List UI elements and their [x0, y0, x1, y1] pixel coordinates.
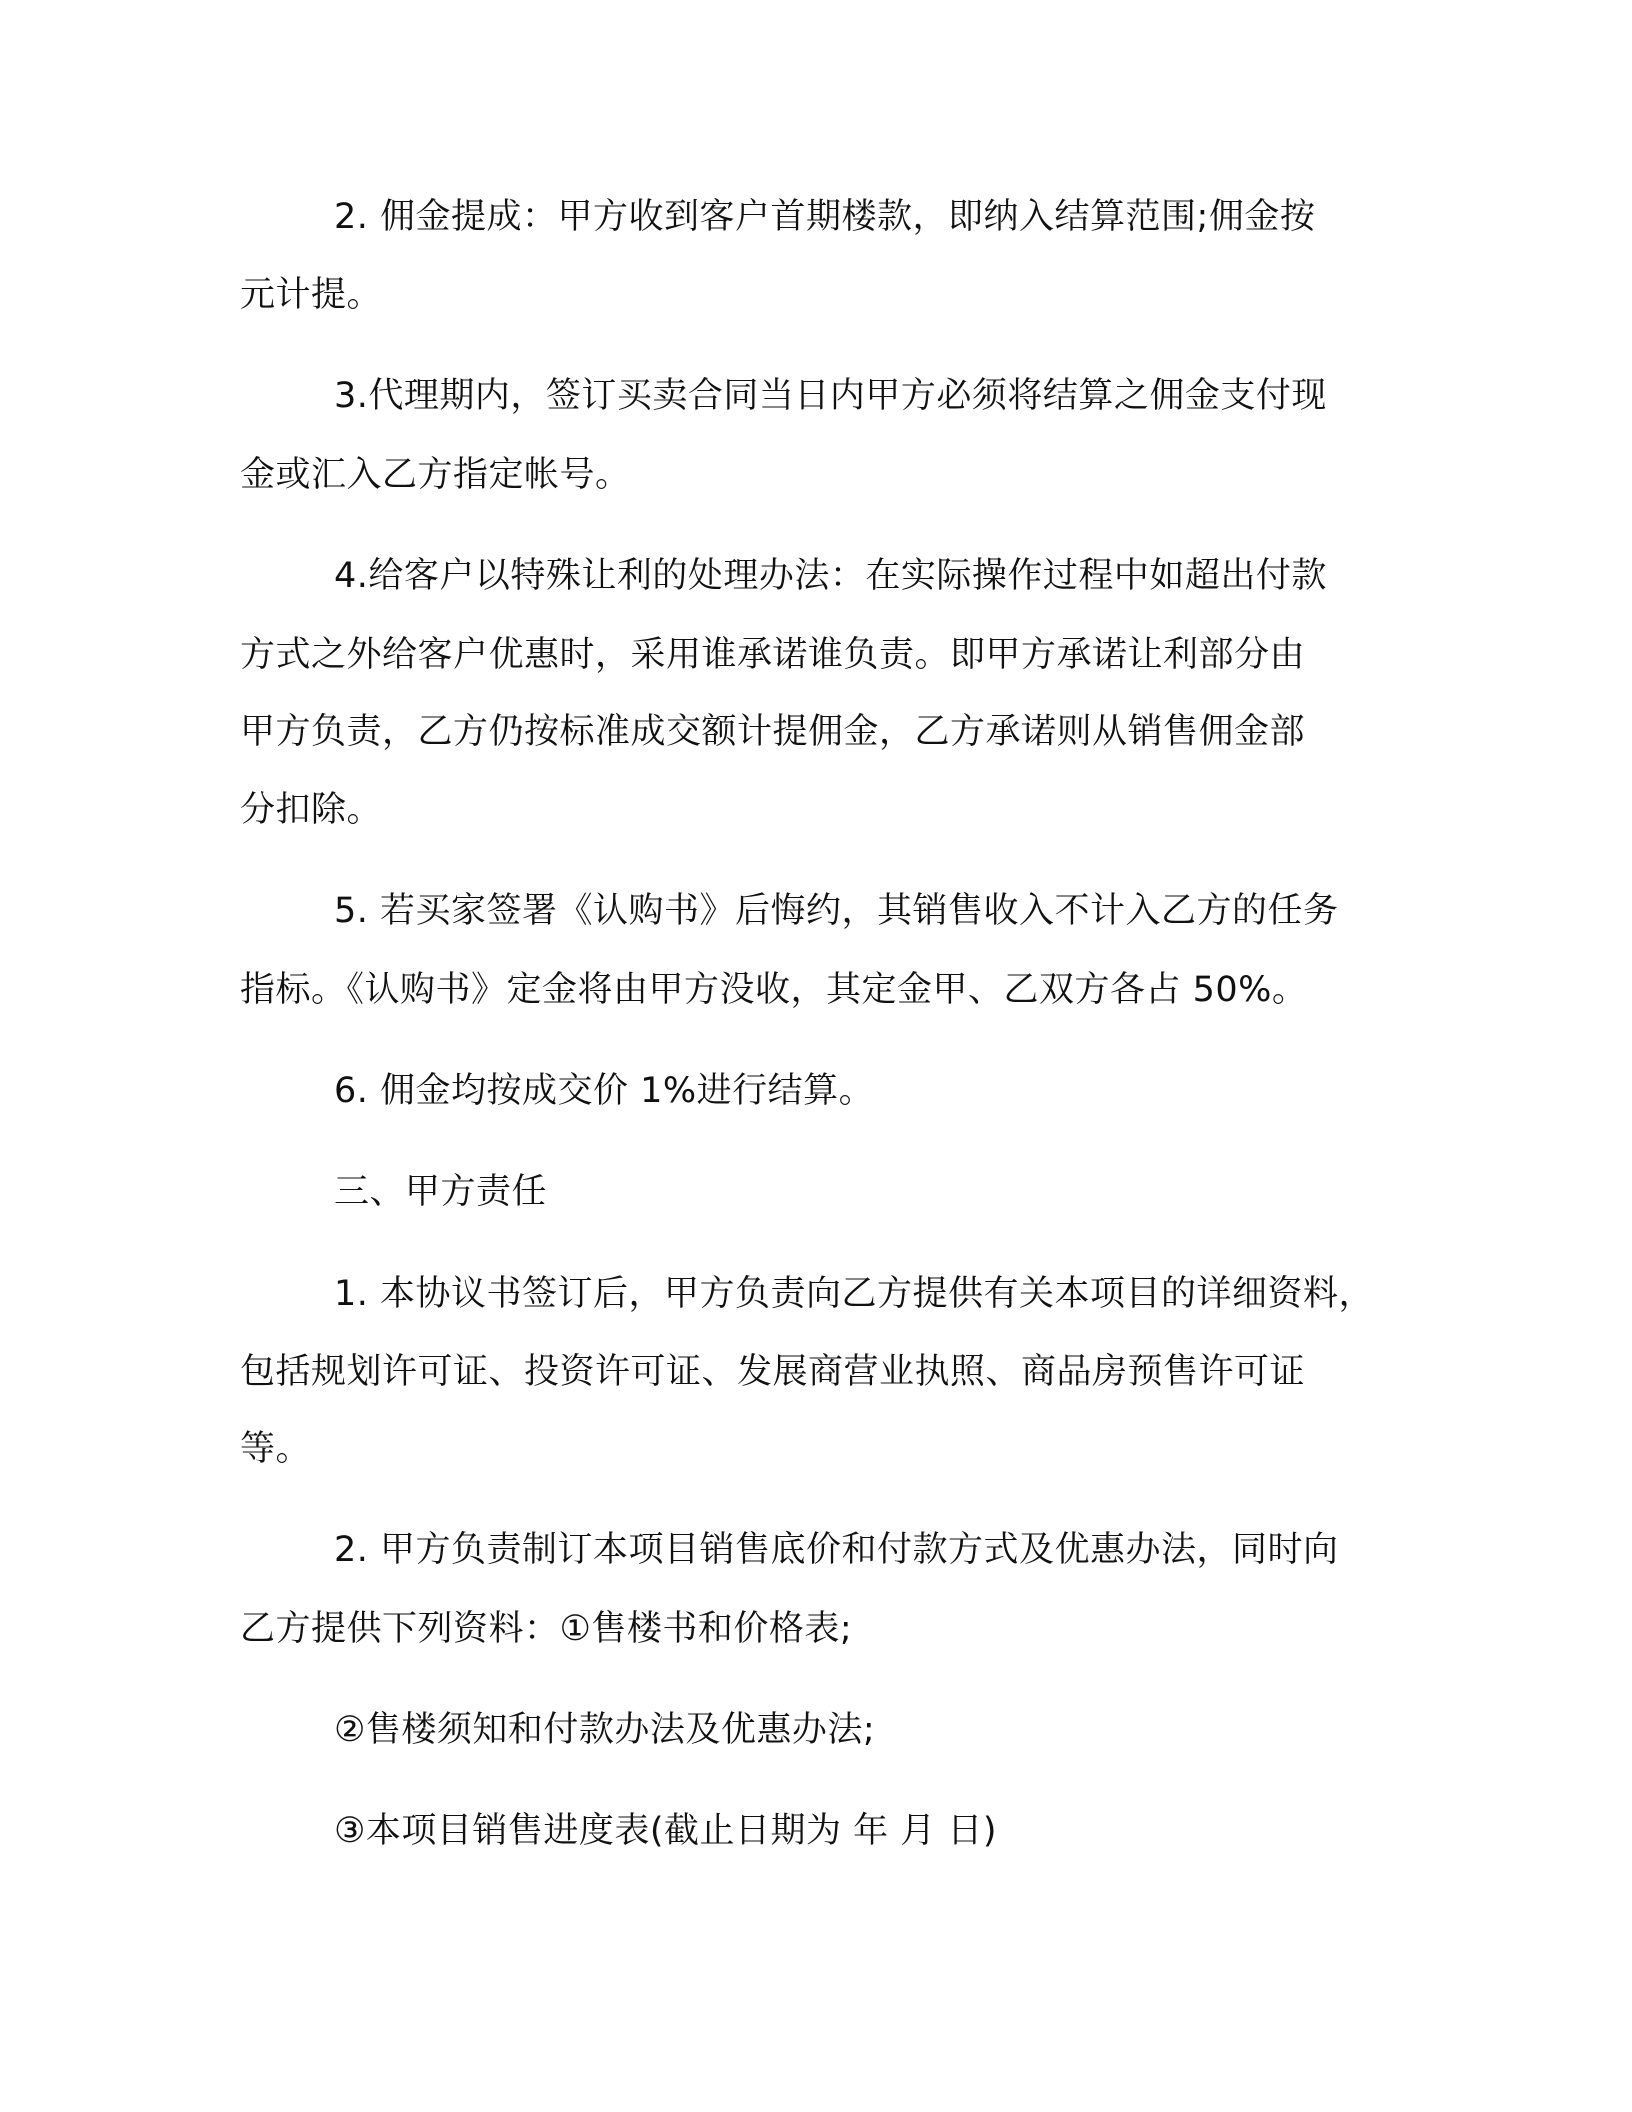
paragraph-6-line-1: 6. 佣金均按成交价 1%进行结算。 — [334, 1071, 875, 1111]
paragraph-2-line-1: 2. 佣金提成：甲方收到客户首期楼款，即纳入结算范围;佣金按 — [334, 197, 1316, 237]
paragraph-4-line-4: 分扣除。 — [240, 790, 383, 830]
paragraph-4-line-1: 4.给客户以特殊让利的处理办法：在实际操作过程中如超出付款 — [334, 556, 1327, 596]
section3-item2-subitem-3: ③本项目销售进度表(截止日期为 年 月 日) — [334, 1811, 998, 1851]
section3-item1-line-2: 包括规划许可证、投资许可证、发展商营业执照、商品房预售许可证 — [240, 1352, 1306, 1392]
paragraph-3-line-1: 3.代理期内，签订买卖合同当日内甲方必须将结算之佣金支付现 — [334, 376, 1327, 416]
section3-item2-line-1: 2. 甲方负责制订本项目销售底价和付款方式及优惠办法，同时向 — [334, 1530, 1339, 1570]
section3-item2-subitem-2: ②售楼须知和付款办法及优惠办法; — [334, 1710, 876, 1750]
paragraph-4-line-3: 甲方负责，乙方仍按标准成交额计提佣金，乙方承诺则从销售佣金部 — [240, 712, 1306, 752]
paragraph-3-line-2: 金或汇入乙方指定帐号。 — [240, 455, 631, 495]
section3-item2-line-2: 乙方提供下列资料：①售楼书和价格表; — [240, 1609, 853, 1649]
paragraph-5-line-1: 5. 若买家签署《认购书》后悔约，其销售收入不计入乙方的任务 — [334, 891, 1339, 931]
paragraph-5-line-2: 指标。《认购书》定金将由甲方没收，其定金甲、乙双方各占 50%。 — [240, 970, 1308, 1010]
section3-item1-line-1: 1. 本协议书签订后，甲方负责向乙方提供有关本项目的详细资料， — [334, 1274, 1375, 1314]
paragraph-4-line-2: 方式之外给客户优惠时，采用谁承诺谁负责。即甲方承诺让利部分由 — [240, 635, 1306, 675]
section3-item1-line-3: 等。 — [240, 1429, 312, 1469]
section-heading: 三、甲方责任 — [334, 1172, 548, 1212]
paragraph-2-line-2: 元计提。 — [240, 275, 383, 315]
